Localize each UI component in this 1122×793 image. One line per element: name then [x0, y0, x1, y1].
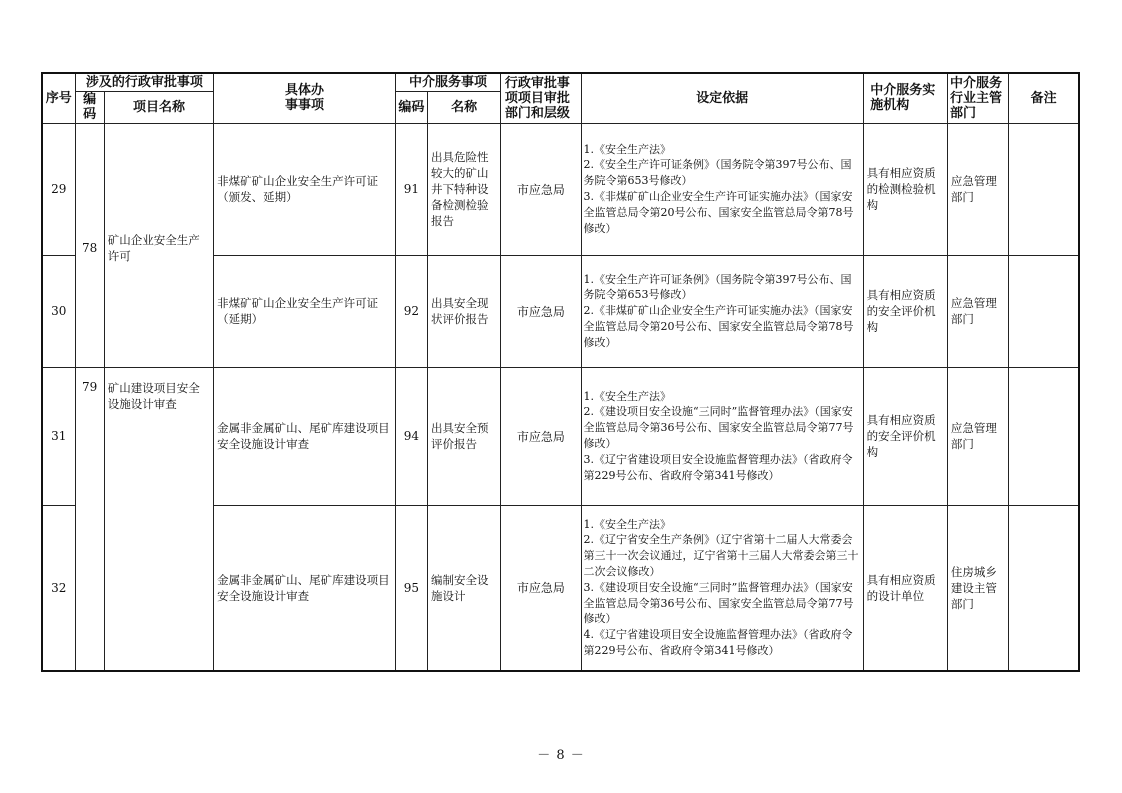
remark — [1009, 505, 1079, 671]
header-approval-code: 编码 — [75, 91, 104, 123]
basis-line: 1.《安全生产许可证条例》（国务院令第397号公布、国务院令第653号修改） — [583, 272, 852, 302]
specific-item: 非煤矿矿山企业安全生产许可证（颁发、延期） — [214, 123, 396, 255]
row-seq: 31 — [42, 367, 75, 505]
specific-item: 金属非金属矿山、尾矿库建设项目安全设施设计审查 — [214, 505, 396, 671]
dept-level: 市应急局 — [501, 255, 581, 367]
header-approval-name: 项目名称 — [104, 91, 213, 123]
basis-cell — [581, 505, 863, 671]
header-agency: 中介服务实施机构 — [863, 73, 947, 123]
table-row — [42, 367, 1079, 505]
authority: 应急管理部门 — [947, 255, 1008, 367]
group-code: 78 — [75, 123, 104, 367]
header-dept-level: 行政审批事项项目审批部门和层级 — [501, 73, 581, 123]
basis-line: 1.《安全生产法》 — [583, 142, 672, 156]
specific-item: 金属非金属矿山、尾矿库建设项目安全设施设计审查 — [214, 367, 396, 505]
group-name: 矿山企业安全生产许可 — [104, 123, 213, 367]
basis-line: 2.《安全生产许可证条例》（国务院令第397号公布、国务院令第653号修改） — [583, 158, 852, 188]
table-row — [42, 123, 1079, 255]
basis-line: 3.《辽宁省建设项目安全设施监督管理办法》（省政府令第229号公布、省政府令第341号修改） — [583, 452, 853, 482]
page-number: － 8 － — [537, 748, 585, 763]
header-remark: 备注 — [1009, 73, 1079, 123]
dept-level: 市应急局 — [501, 123, 581, 255]
basis-line: 2.《非煤矿矿山企业安全生产许可证实施办法》（国家安全监管总局令第20号公布、国家安全监管总局令第78号修改） — [583, 304, 854, 349]
agency: 具有相应资质的安全评价机构 — [863, 255, 947, 367]
header-service-code: 编码 — [395, 91, 427, 123]
remark — [1009, 367, 1079, 505]
basis-cell — [581, 367, 863, 505]
dept-level: 市应急局 — [501, 505, 581, 671]
approval-items-table — [41, 72, 1080, 672]
header-seq: 序号 — [42, 73, 75, 123]
remark — [1009, 123, 1079, 255]
group-code: 79 — [75, 367, 104, 671]
header-service-group: 中介服务事项 — [395, 73, 500, 91]
header-service-name: 名称 — [427, 91, 500, 123]
authority: 应急管理部门 — [947, 123, 1008, 255]
group-name: 矿山建设项目安全设施设计审查 — [104, 367, 213, 671]
basis-line: 4.《辽宁省建设项目安全设施监督管理办法》（省政府令第229号公布、省政府令第341号修改） — [583, 628, 853, 658]
dept-level: 市应急局 — [501, 367, 581, 505]
service-name: 出具安全预评价报告 — [427, 367, 500, 505]
agency: 具有相应资质的检测检验机构 — [863, 123, 947, 255]
service-name: 编制安全设施设计 — [427, 505, 500, 671]
authority: 住房城乡建设主管部门 — [947, 505, 1008, 671]
agency: 具有相应资质的设计单位 — [863, 505, 947, 671]
service-code: 91 — [395, 123, 427, 255]
basis-line: 3.《非煤矿矿山企业安全生产许可证实施办法》（国家安全监管总局令第20号公布、国家安全监管总局令第78号修改） — [583, 190, 854, 235]
row-seq: 30 — [42, 255, 75, 367]
service-name: 出具危险性较大的矿山井下特种设备检测检验报告 — [427, 123, 500, 255]
header-approval-group: 涉及的行政审批事项 — [75, 73, 214, 91]
row-seq: 29 — [42, 123, 75, 255]
specific-item: 非煤矿矿山企业安全生产许可证（延期） — [214, 255, 396, 367]
header-specific-item: 具体办事事项 — [214, 73, 396, 123]
basis-cell — [581, 255, 863, 367]
authority: 应急管理部门 — [947, 367, 1008, 505]
header-basis: 设定依据 — [581, 73, 863, 123]
basis-line: 2.《辽宁省安全生产条例》（辽宁省第十二届人大常委会第三十一次会议通过，辽宁省第十三届人大常委会第三十二次会议修改） — [583, 533, 859, 579]
row-seq: 32 — [42, 505, 75, 671]
service-code: 95 — [395, 505, 427, 671]
service-name: 出具安全现状评价报告 — [427, 255, 500, 367]
basis-line: 2.《建设项目安全设施“三同时”监督管理办法》（国家安全监管总局令第36号公布、国家安全监管总局令第77号修改） — [583, 405, 854, 450]
basis-cell — [581, 123, 863, 255]
agency: 具有相应资质的安全评价机构 — [863, 367, 947, 505]
header-authority: 中介服务行业主管部门 — [947, 73, 1008, 123]
service-code: 92 — [395, 255, 427, 367]
remark — [1009, 255, 1079, 367]
basis-line: 1.《安全生产法》 — [583, 517, 672, 531]
basis-line: 1.《安全生产法》 — [583, 389, 672, 403]
basis-line: 3.《建设项目安全设施“三同时”监督管理办法》（国家安全监管总局令第36号公布、国家安全监管总局令第77号修改） — [583, 580, 854, 626]
service-code: 94 — [395, 367, 427, 505]
